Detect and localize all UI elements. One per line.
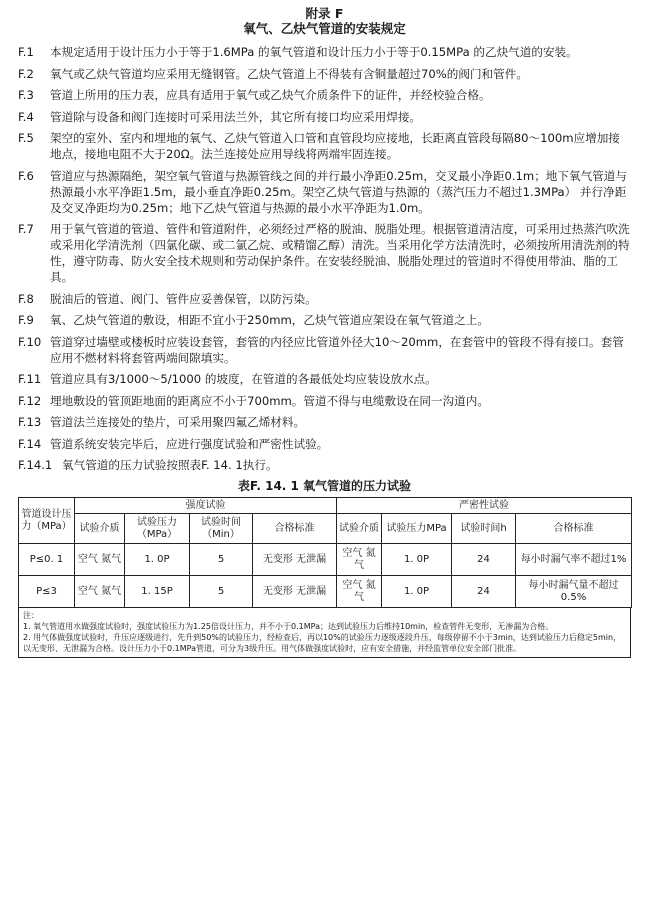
cell-criteria: 每小时漏气量不超过0.5%: [516, 576, 632, 608]
section-f12: [18, 393, 631, 409]
section-number: F.7: [18, 222, 34, 236]
cell-medium: 空气 氮气: [337, 576, 382, 608]
section-text: 脱油后的管道、阀门、管件应妥善保管，以防污染。: [50, 291, 317, 306]
section-number: F.1: [18, 45, 34, 59]
section-f13: [18, 414, 631, 430]
appendix-label: 附录 F: [305, 6, 344, 21]
section-number: F.8: [18, 291, 34, 306]
section-f4: [18, 109, 631, 125]
section-text: 埋地敷设的管顶距地面的距离应不小于700mm。管道不得与电缆敷设在同一沟道内。: [50, 393, 489, 408]
table-row: [19, 576, 632, 608]
page-title: 氧气、乙炔气管道的安装规定: [243, 21, 406, 36]
cell-pressure: 1. 15P: [125, 576, 190, 608]
header-test-time: 试验时间（Min）: [190, 514, 253, 544]
header-test-medium: 试验介质: [75, 514, 125, 544]
cell-design-pressure: P≤3: [19, 576, 75, 608]
section-f5: [18, 130, 631, 162]
header-strength-test: 强度试验: [75, 498, 337, 514]
section-number: F.14: [18, 436, 42, 451]
section-text: 氧气管道的压力试验按照表F. 14. 1执行。: [62, 458, 278, 472]
table-row: [19, 544, 632, 576]
section-text: 架空的室外、室内和埋地的氧气、乙炔气管道入口管和直管段均应接地，长距离直管段每隔80～100m应增加接地点，接地电阻不大于20Ω。法兰连接处应用导线将两端牢固连接。: [50, 131, 620, 161]
cell-medium: 空气 氮气: [75, 544, 125, 576]
section-number: F.4: [18, 109, 34, 124]
header-acceptance-criteria: 合格标准: [253, 514, 337, 544]
header-test-pressure: 试验压力（MPa）: [125, 514, 190, 544]
section-text: 管道应具有3/1000～5/1000 的坡度，在管道的各最低处均应装设放水点。: [50, 372, 437, 386]
cell-criteria: 无变形 无泄漏: [253, 544, 337, 576]
table-caption: 表F. 14. 1 氧气管道的压力试验: [237, 479, 412, 493]
notes-title: 注：: [23, 611, 39, 620]
note-1: 1. 氧气管道用水做强度试验时，强度试验压力为1.25倍设计压力，并不小于0.1MPa；达到试验压力后维持10min，检查管件无变形，无渗漏为合格。: [23, 622, 554, 631]
cell-medium: 空气 氮气: [75, 576, 125, 608]
cell-pressure: 1. 0P: [382, 576, 452, 608]
section-f11: [18, 371, 631, 387]
cell-pressure: 1. 0P: [382, 544, 452, 576]
header-test-time: 试验时间h: [452, 514, 516, 544]
section-text: 本规定适用于设计压力小于等于1.6MPa 的氧气管道和设计压力小于等于0.15MPa 的乙炔气道的安装。: [50, 45, 578, 59]
section-f7: [18, 221, 631, 285]
table-notes: [18, 608, 631, 658]
section-f10: [18, 334, 631, 366]
section-f6: [18, 168, 631, 216]
cell-time: 5: [190, 544, 253, 576]
section-number: F.13: [18, 415, 42, 429]
section-f14-1: [18, 457, 631, 473]
cell-criteria: 无变形 无泄漏: [253, 576, 337, 608]
section-number: F.5: [18, 131, 34, 145]
section-f2: [18, 66, 631, 82]
section-number: F.12: [18, 393, 42, 408]
section-text: 用于氧气管道的管道、管件和管道附件，必须经过严格的脱油、脱脂处理。根据管道清洁度，可采用过热蒸汽吹洗或采用化学清洗剂（四氯化碳、或二氯乙烷、或精馏乙醇）清洗。当采用化学方法清洗时，必须按所用清洗剂的特性，遵守防毒、防火安全技术规则和劳动保护条件。在安装经脱油、脱脂处理过的管道时不得使用带油、脂的工具。: [50, 222, 630, 284]
cell-pressure: 1. 0P: [125, 544, 190, 576]
header-test-medium: 试验介质: [337, 514, 382, 544]
section-f8: [18, 291, 631, 307]
header-design-pressure: 管道设计压力（MPa）: [19, 498, 75, 544]
section-text: 管道应与热源隔绝，架空氧气管道与热源管线之间的并行最小净距0.25m，交叉最小净距0.1m；地下氧气管道与热源最小水平净距1.5m，最小垂直净距0.25m。架空乙炔气管道与热源的（蒸汽压力不超过1.3MPa） 并行净距及交叉净距均为0.25m；地下乙炔气管道与热源的最小水平净距为1.0m。: [50, 168, 627, 215]
cell-criteria: 每小时漏气率不超过1%: [516, 544, 632, 576]
section-f3: [18, 87, 631, 103]
note-2: 2. 用气体做强度试验时，升压应逐级进行，先升到50%的试验压力，经检查后，再以10%的试验压力逐级逐段升压，每级停留不小于3min，达到试验压力后稳定5min，以无变形、无泄漏为合格。设计压力小于0.1MPa管道，可分为3级升压。用气体做强度试验时，应有安全措施，并经监管单位安全部门批准。: [23, 633, 622, 653]
section-number: F.9: [18, 313, 34, 327]
section-text: 管道穿过墙壁或楼板时应装设套管，套管的内径应比管道外径大10～20mm，在套管中的管段不得有接口。套管应用不燃材料将套管两端间隙填实。: [50, 334, 624, 365]
section-number: F.3: [18, 88, 34, 102]
section-number: F.2: [18, 66, 34, 81]
section-text: 管道系统安装完毕后，应进行强度试验和严密性试验。: [50, 436, 329, 451]
section-number: F.14.1: [18, 458, 53, 472]
section-f1: [18, 44, 631, 60]
header-tightness-test: 严密性试验: [337, 498, 632, 514]
section-text: 管道法兰连接处的垫片，可采用聚四氟乙烯材料。: [50, 415, 306, 429]
section-text: 氧、乙炔气管道的敷设，相距不宜小于250mm，乙炔气管道应架设在氧气管道之上。: [50, 313, 489, 327]
section-number: F.6: [18, 168, 34, 183]
section-text: 管道除与设备和阀门连接时可采用法兰外，其它所有接口均应采用焊接。: [50, 109, 422, 124]
cell-medium: 空气 氮气: [337, 544, 382, 576]
section-number: F.11: [18, 372, 42, 386]
section-f9: [18, 312, 631, 328]
section-text: 管道上所用的压力表，应具有适用于氧气或乙炔气介质条件下的证件，并经校验合格。: [50, 88, 491, 102]
section-number: F.10: [18, 334, 42, 349]
cell-time: 24: [452, 576, 516, 608]
header-test-pressure: 试验压力MPa: [382, 514, 452, 544]
section-text: 氧气或乙炔气管道均应采用无缝钢管。乙炔气管道上不得装有含铜量超过70%的阀门和管件。: [50, 66, 528, 81]
cell-time: 5: [190, 576, 253, 608]
section-f14: [18, 436, 631, 452]
cell-time: 24: [452, 544, 516, 576]
header-acceptance-criteria: 合格标准: [516, 514, 632, 544]
pressure-test-table: [18, 497, 632, 608]
cell-design-pressure: P≤0. 1: [19, 544, 75, 576]
